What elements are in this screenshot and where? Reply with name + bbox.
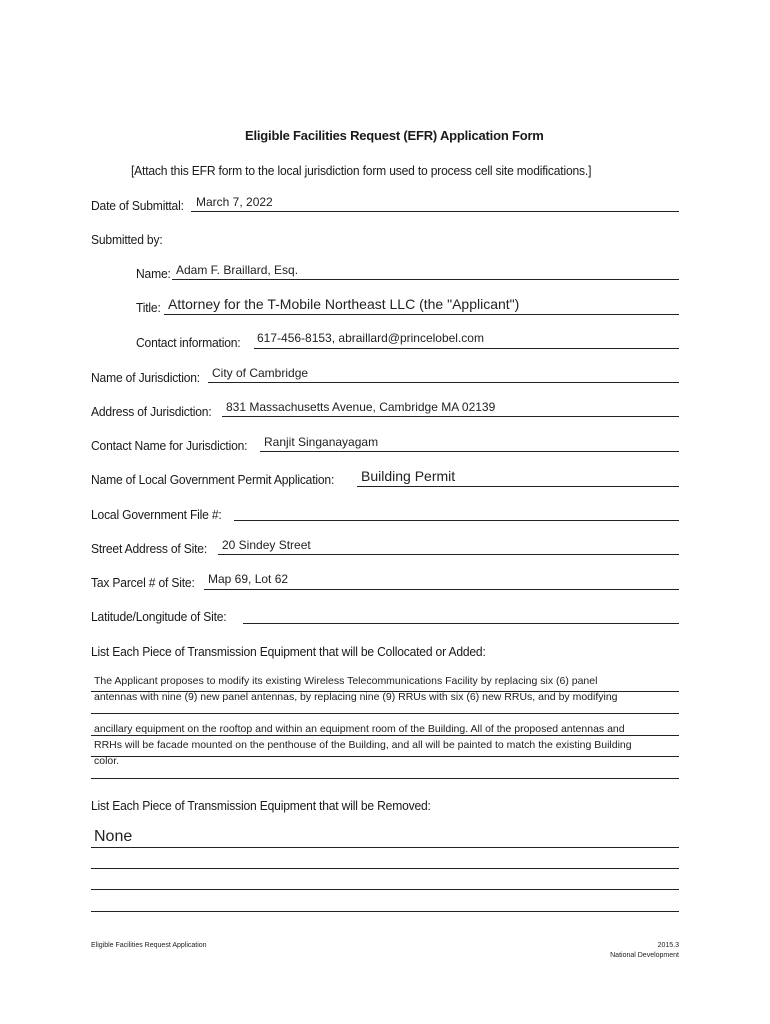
jurisdiction-field[interactable]: City of Cambridge xyxy=(212,366,309,380)
added-equipment-line: color. xyxy=(94,755,120,767)
latlong-label: Latitude/Longitude of Site: xyxy=(91,609,227,624)
jurisdiction-label: Name of Jurisdiction: xyxy=(91,370,200,385)
permit-underline xyxy=(357,486,679,487)
added-equipment-rule xyxy=(91,735,679,736)
street-label: Street Address of Site: xyxy=(91,541,208,556)
added-equipment-line: The Applicant proposes to modify its existing Wireless Telecommunications Facility by replacing six (6) panel xyxy=(94,675,598,687)
removed-equipment-field[interactable]: None xyxy=(94,828,133,845)
contact-name-label: Contact Name for Jurisdiction: xyxy=(91,438,248,453)
street-underline xyxy=(218,554,679,555)
added-equipment-line: RRHs will be facade mounted on the penthouse of the Building, and all will be painted to match the existing Building xyxy=(94,739,632,751)
contact-underline xyxy=(254,348,679,349)
jurisdiction-address-field[interactable]: 831 Massachusetts Avenue, Cambridge MA 02139 xyxy=(226,400,496,414)
jurisdiction-address-underline xyxy=(222,416,679,417)
form-instruction: [Attach this EFR form to the local jurisdiction form used to process cell site modifications.] xyxy=(131,163,592,178)
name-underline xyxy=(172,279,679,280)
contact-name-field[interactable]: Ranjit Singanayagam xyxy=(264,435,379,449)
title-underline xyxy=(164,314,679,315)
date-field[interactable]: March 7, 2022 xyxy=(196,195,273,209)
parcel-label: Tax Parcel # of Site: xyxy=(91,575,195,590)
date-underline xyxy=(191,211,679,212)
removed-equipment-rule xyxy=(91,911,679,912)
title-field[interactable]: Attorney for the T-Mobile Northeast LLC (the "Applicant") xyxy=(168,296,520,312)
removed-equipment-rule xyxy=(91,868,679,869)
latlong-underline xyxy=(243,623,679,624)
added-equipment-rule xyxy=(91,778,679,779)
file-label: Local Government File #: xyxy=(91,507,222,522)
parcel-field[interactable]: Map 69, Lot 62 xyxy=(208,572,289,586)
file-underline xyxy=(234,520,679,521)
added-equipment-line: antennas with nine (9) new panel antennas, by replacing nine (9) RRUs with six (6) new RRUs, and by modifying xyxy=(94,691,618,703)
removed-equipment-label: List Each Piece of Transmission Equipment that will be Removed: xyxy=(91,798,431,813)
footer-left: Eligible Facilities Request Application xyxy=(91,942,207,949)
form-title: Eligible Facilities Request (EFR) Application Form xyxy=(245,128,544,143)
removed-equipment-rule xyxy=(91,889,679,890)
added-equipment-rule xyxy=(91,691,679,692)
contact-name-underline xyxy=(260,451,679,452)
added-equipment-rule xyxy=(91,713,679,714)
submitted-by-label: Submitted by: xyxy=(91,232,163,247)
footer-department: National Development xyxy=(610,952,679,959)
parcel-underline xyxy=(204,589,679,590)
date-label: Date of Submittal: xyxy=(91,198,184,213)
name-field[interactable]: Adam F. Braillard, Esq. xyxy=(176,263,299,277)
footer-version: 2015.3 xyxy=(657,942,679,949)
contact-field[interactable]: 617-456-8153, abraillard@princelobel.com xyxy=(257,331,484,345)
added-equipment-rule xyxy=(91,756,679,757)
added-equipment-label: List Each Piece of Transmission Equipment that will be Collocated or Added: xyxy=(91,644,486,659)
jurisdiction-underline xyxy=(208,382,679,383)
permit-label: Name of Local Government Permit Application: xyxy=(91,472,335,487)
removed-equipment-rule xyxy=(91,847,679,848)
contact-label: Contact information: xyxy=(136,335,241,350)
name-label: Name: xyxy=(136,266,171,281)
title-label: Title: xyxy=(136,300,161,315)
added-equipment-line: ancillary equipment on the rooftop and within an equipment room of the Building. All of the proposed antennas and xyxy=(94,723,625,735)
jurisdiction-address-label: Address of Jurisdiction: xyxy=(91,404,212,419)
street-field[interactable]: 20 Sindey Street xyxy=(222,538,311,552)
permit-field[interactable]: Building Permit xyxy=(361,468,456,484)
